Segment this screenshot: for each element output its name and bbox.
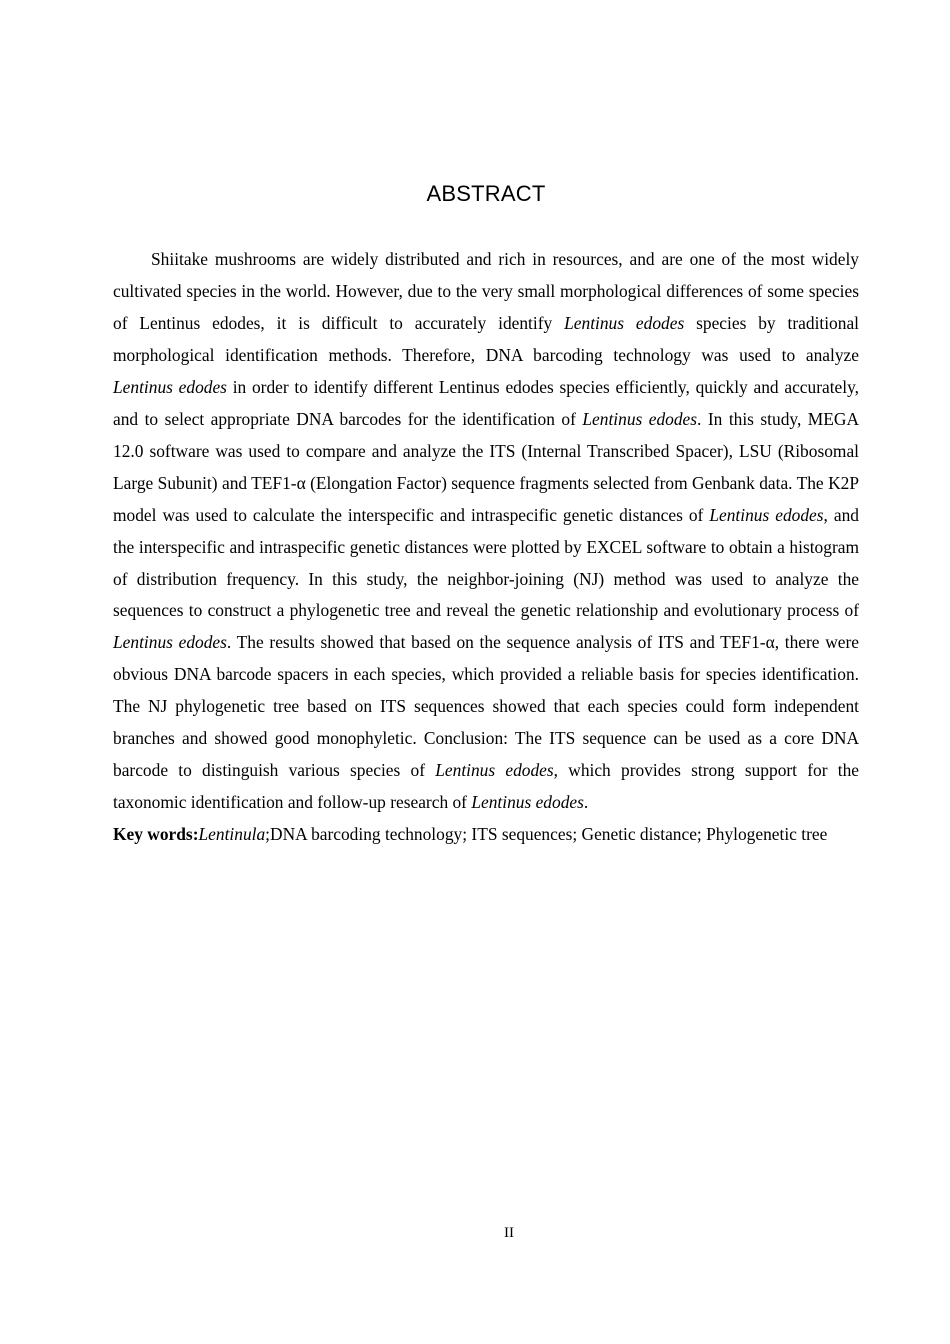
species-name: Lentinus edodes bbox=[709, 504, 824, 525]
abstract-segment: in order to identify different Lentinus edodes species efficiently, quickly and accurately, and to select appropriate DNA barcodes for the identification of bbox=[113, 376, 860, 429]
keywords-line bbox=[113, 819, 859, 851]
abstract-paragraph bbox=[113, 244, 859, 819]
page-number: II bbox=[504, 1225, 514, 1241]
abstract-segment: Shiitake mushrooms are widely distributed and rich in resources, and are one of the most widely cultivated species in the world. However, due to the very small morphological differences of some species of Lentinus edodes, it is difficult to accurately identify bbox=[113, 249, 859, 333]
abstract-heading: ABSTRACT bbox=[426, 181, 546, 206]
species-name: Lentinus edodes bbox=[113, 376, 227, 397]
species-name: Lentinus edodes bbox=[471, 792, 584, 813]
species-name: Lentinus edodes bbox=[582, 408, 698, 429]
keywords-label: Key words: bbox=[113, 824, 199, 845]
abstract-segment: , and the interspecific and intraspecific genetic distances were plotted by EXCEL software to obtain a histogram of distribution frequency. In this study, the neighbor-joining (NJ) method was used to analyze the sequences to construct a phylogenetic tree and reveal the genetic relationship and evolutionary process of bbox=[113, 504, 860, 621]
abstract-segment: species by traditional morphological identification methods. Therefore, DNA barcoding technology was used to analyze bbox=[113, 312, 859, 365]
species-name: Lentinus edodes bbox=[435, 760, 554, 781]
species-name: Lentinus edodes bbox=[113, 632, 227, 653]
abstract-segment: , which provides strong support for the taxonomic identification and follow-up research of bbox=[113, 760, 860, 813]
abstract-segment: . The results showed that based on the sequence analysis of ITS and TEF1-α, there were obvious DNA barcode spacers in each species, which provided a reliable basis for species identification. The NJ phylogenetic tree based on ITS sequences showed that each species could form independent branches and showed good monophyletic. Conclusion: The ITS sequence can be used as a core DNA barcode to distinguish various species of bbox=[113, 632, 860, 781]
abstract-body bbox=[113, 244, 859, 851]
species-name: Lentinus edodes bbox=[564, 312, 685, 333]
abstract-segment: . bbox=[583, 792, 589, 813]
keywords-list: ;DNA barcoding technology; ITS sequences; Genetic distance; Phylogenetic tree bbox=[265, 824, 828, 845]
abstract-segment: . In this study, MEGA 12.0 software was used to compare and analyze the ITS (Internal Transcribed Spacer), LSU (Ribosomal Large Subunit) and TEF1-α (Elongation Factor) sequence fragments selected from Genbank data. The K2P model was used to calculate the interspecific and intraspecific genetic distances of bbox=[113, 408, 859, 525]
keyword-genus: Lentinula bbox=[198, 824, 266, 845]
